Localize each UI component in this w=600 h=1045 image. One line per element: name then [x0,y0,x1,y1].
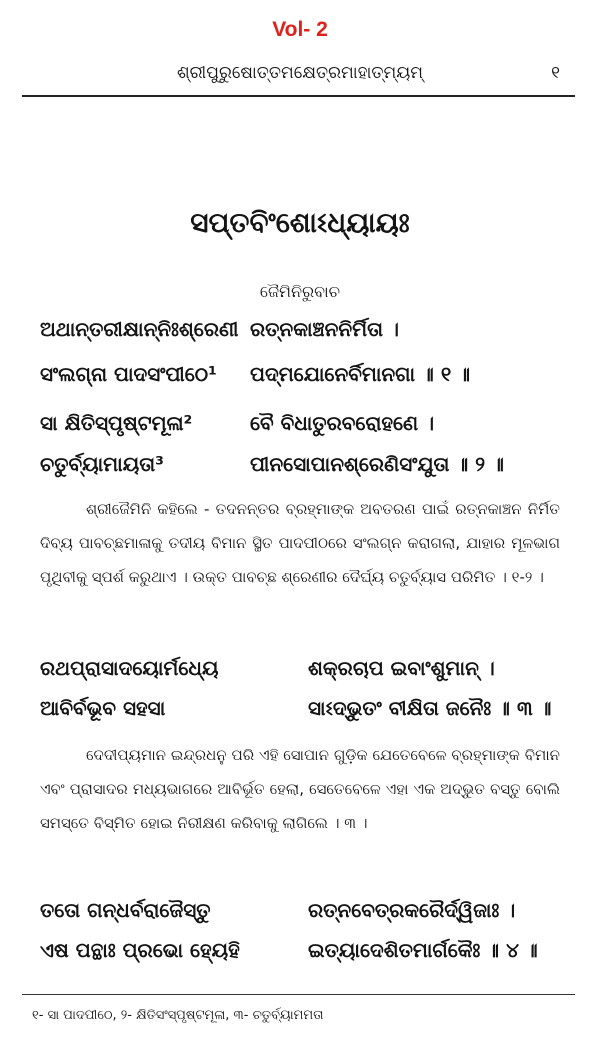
verse-right: ସାଽଦ୍ଭୁତଂ ବୀକ୍ଷିତା ଜନୈଃ ॥ ୩ ॥ [308,696,552,720]
verse-line [40,317,560,341]
verse-right: ପୀନସୋପାନଶ୍ରେଣିସଂଯୁତା ॥ ୨ ॥ [250,452,504,476]
page-number: ୧ [551,63,560,83]
commentary-paragraph [40,492,560,594]
verse-line [40,898,560,922]
header-rule [22,95,575,97]
verse-left: ଚତୁର୍ବ୍ୟାମାୟତା³ [40,452,164,476]
verse-left: ଏଷ ପନ୍ଥାଃ ପ୍ରଭୋ ହ୍ୟେହି [40,938,240,962]
volume-label: Vol- 2 [272,18,328,41]
footnotes: ୧- ସା ପାଦପୀଠେ, ୨- କ୍ଷିତିସଂସ୍ପୃଷ୍ଟମୂଳା, ୩- ଚତୁର୍ବ୍ୟାମମତା [32,1008,324,1023]
verse-left: ରଥପ୍ରାସାଦୟୋର୍ମଧ୍ୟେ [40,656,219,680]
verse-left: ସା କ୍ଷିତିସ୍ପୃଷ୍ଟମୂଳା² [40,411,193,435]
chapter-title: ସପ୍ତବିଂଶୋଽଧ୍ୟାୟଃ [190,206,410,239]
commentary-text: ଶ୍ରୀଜୈମିନି କହିଲେ - ତଦନନ୍ତର ବ୍ରହ୍ମାଙ୍କ ଅବତରଣ ପାଇଁ ରତ୍ନକାଞ୍ଚନ ନିର୍ମିତ ଦିବ୍ୟ ପାବଚ୍ଛମାଳାକୁ ତଦୀୟ ବିମାନ ସ୍ଥିତ ପାଦପୀଠରେ ସଂଲଗ୍ନ କରାଗଲା, ଯାହାର ମୂଳଭାଗ ପୃଥିବୀକୁ ସ୍ପର୍ଶ କରୁଥାଏ । ଉକ୍ତ ପାବଚ୍ଛ ଶ୍ରେଣୀର ଦୈର୍ଘ୍ୟ ଚତୁର୍ବ୍ୟାସ ପରିମିତ । ୧-୨ । [40,500,560,586]
verse-line [40,938,560,962]
commentary-paragraph [40,738,560,840]
verse-right: ଶକ୍ରଚାପ ଇବାଂଶୁମାନ୍ । [308,656,495,680]
commentary-text: ଦେଦୀପ୍ୟମାନ ଇନ୍ଦ୍ରଧନୁ ପରି ଏହି ସୋପାନ ଗୁଡ଼ିକ ଯେତେବେଳେ ବ୍ରହ୍ମାଙ୍କ ବିମାନ ଏବଂ ପ୍ରାସାଦର ମଧ୍ୟଭାଗରେ ଆବିର୍ଭୂତ ହେଲା, ସେତେବେଳେ ଏହା ଏକ ଅଦ୍ଭୁତ ବସ୍ତୁ ବୋଲି ସମସ୍ତେ ବିସ୍ମିତ ହୋଇ ନିରୀକ୍ଷଣ କରିବାକୁ ଲାଗିଲେ । ୩ । [40,746,560,832]
verse-left: ଆବିର୍ବଭୂବ ସହସା [40,696,166,720]
footnote-rule [22,994,575,995]
verse-line [40,411,560,435]
speaker-line: ଜୈମିନିରୁବାଚ [259,282,341,301]
verse-left: ତତୋ ଗନ୍ଧର୍ବରାଜୈସ୍ତୁ [40,898,211,922]
verse-line [40,656,560,680]
running-title: ଶ୍ରୀପୁରୁଷୋତ୍ତମକ୍ଷେତ୍ରମାହାତ୍ମ୍ୟମ୍ [177,63,423,83]
verse-right: ରତ୍ନକାଞ୍ଚନନିର୍ମିତା । [250,317,399,341]
verse-left: ଅଥାନ୍ତରୀକ୍ଷାନ୍ନିଃଶ୍ରେଣୀ [40,317,239,341]
verse-right: ଇତ୍ୟାଦେଶିତମାର୍ଗକୈଃ ॥ ୪ ॥ [308,938,538,962]
verse-line [40,452,560,476]
verse-line [40,696,560,720]
verse-left: ସଂଲଗ୍ନା ପାଦସଂପୀଠେ¹ [40,362,217,386]
verse-right: ପଦ୍ମଯୋନେର୍ବିମାନଗା ॥ ୧ ॥ [250,362,471,386]
verse-line [40,362,560,386]
verse-right: ରତ୍ନବେତ୍ରକରୈର୍ଦ୍ୱିଜାଃ । [308,898,516,922]
verse-right: ବୈ ବିଧାତୁରବରୋହଣେ । [250,411,435,435]
